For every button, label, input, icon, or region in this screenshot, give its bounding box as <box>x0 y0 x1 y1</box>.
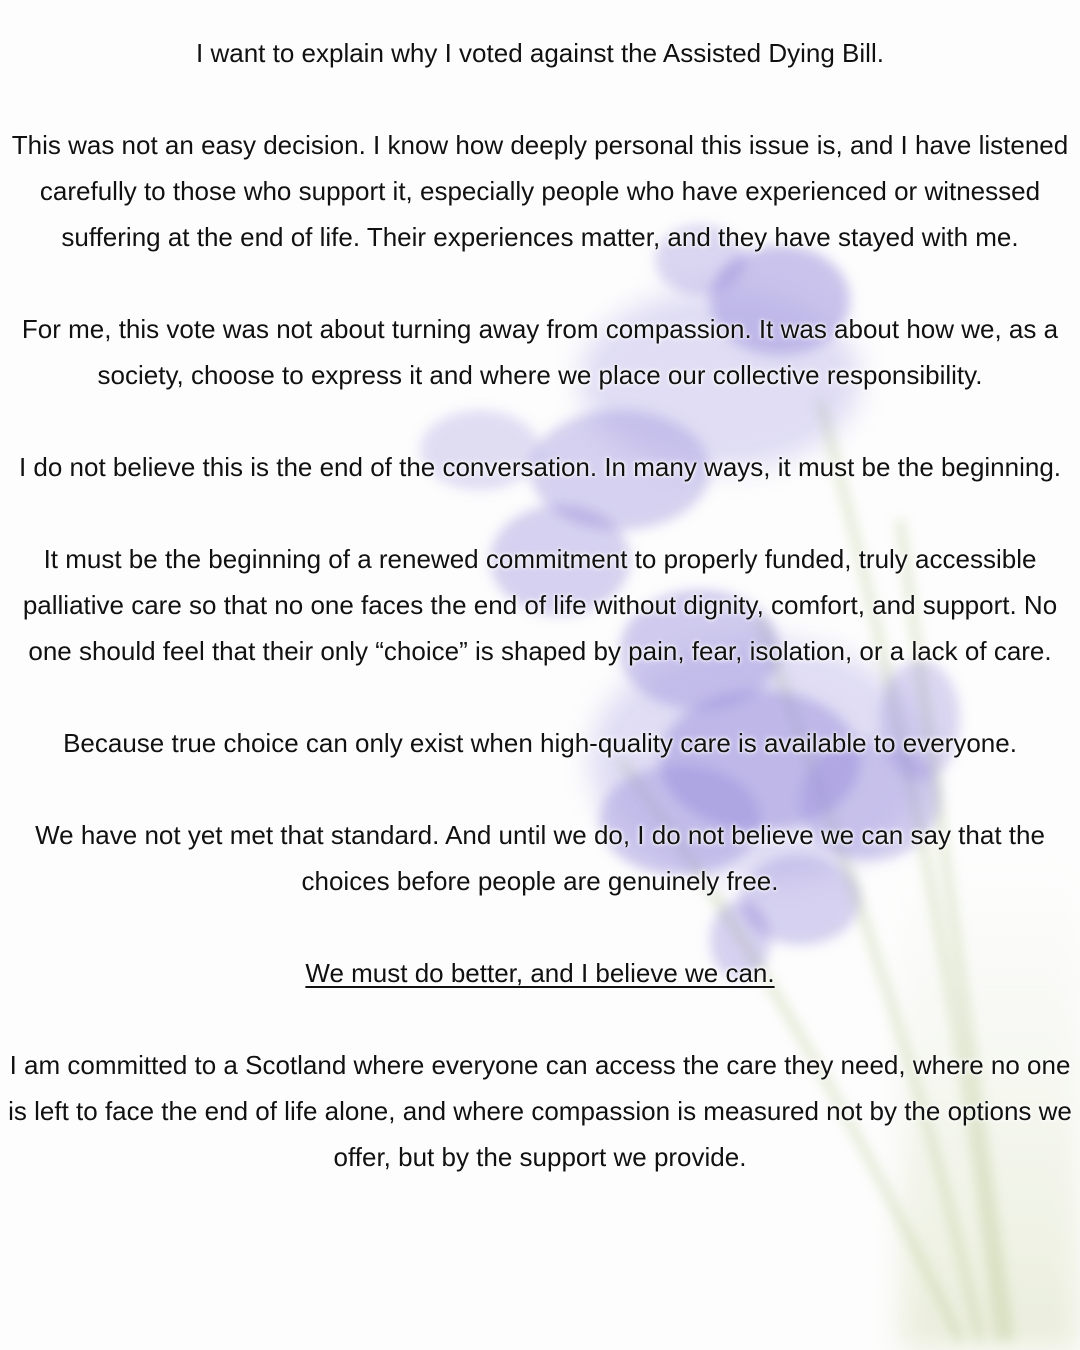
letter-body <box>0 30 1080 1180</box>
paragraph-intro: I want to explain why I voted against the Assisted Dying Bill. <box>196 38 884 68</box>
paragraph-commitment: I am committed to a Scotland where everyone can access the care they need, where no one is left to face the end of life alone, and where compassion is measured not by the options we offer, but by the support we provide. <box>8 1050 1072 1172</box>
paragraph-conversation: I do not believe this is the end of the conversation. In many ways, it must be the beginning. <box>18 452 1062 482</box>
paragraph-true-choice: Because true choice can only exist when high-quality care is available to everyone. <box>63 728 1017 758</box>
paragraph-compassion: For me, this vote was not about turning away from compassion. It was about how we, as a society, choose to express it and where we place our collective responsibility. <box>21 314 1059 390</box>
paragraph-standard: We have not yet met that standard. And until we do, I do not believe we can say that the choices before people are genuinely free. <box>35 820 1045 896</box>
paragraph-decision: This was not an easy decision. I know how deeply personal this issue is, and I have listened carefully to those who support it, especially people who have experienced or witnessed suffering at the end of life. Their experiences matter, and they have stayed with me. <box>11 130 1069 252</box>
paragraph-do-better: We must do better, and I believe we can. <box>305 958 775 988</box>
paragraph-palliative-care: It must be the beginning of a renewed commitment to properly funded, truly accessible palliative care so that no one faces the end of life without dignity, comfort, and support. No one should feel that their only “choice” is shaped by pain, fear, isolation, or a lack of care. <box>22 544 1058 666</box>
